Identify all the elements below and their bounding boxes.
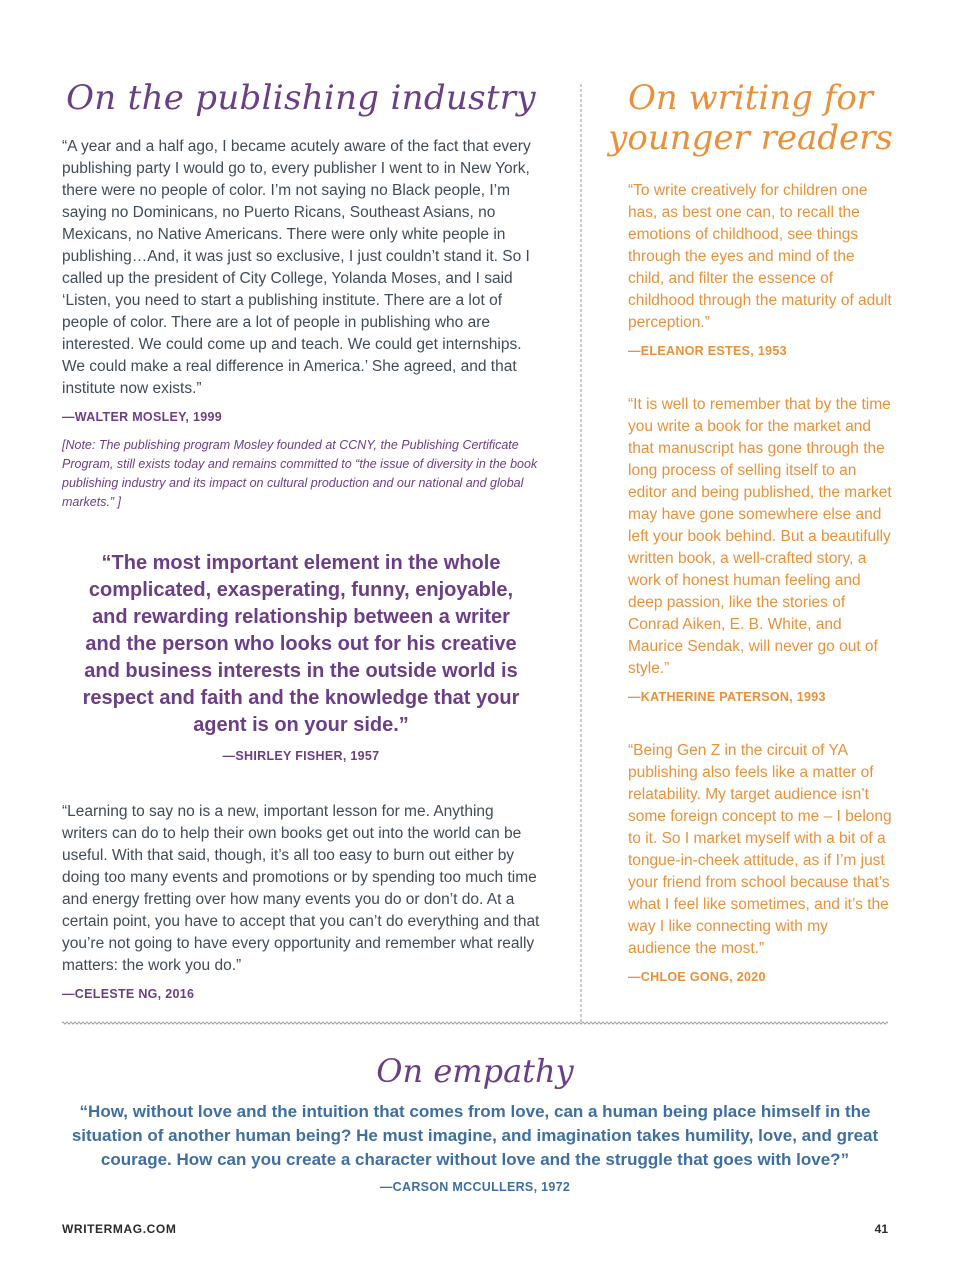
mosley-note: [Note: The publishing program Mosley founded at CCNY, the Publishing Certificate Program, still exists today and remains committed to “the issue of diversity in the book publishing industry and its impact on cultural production and our national and global markets.” ] <box>62 438 538 509</box>
paterson-attribution: —KATHERINE PATERSON, 1993 <box>628 690 826 704</box>
younger-readers-heading: On writing for younger readers <box>608 78 893 158</box>
horizontal-divider <box>62 1018 888 1028</box>
page-number: 41 <box>874 1222 888 1236</box>
fisher-pull-quote: “The most important element in the whole complicated, exasperating, funny, enjoyable, and rewarding relationship between a writer and the person who looks out for his creative and business interests in the outside world is respect and faith and the knowledge that your agent is on your side.” <box>82 552 520 736</box>
publishing-heading: On the publishing industry <box>66 78 536 118</box>
gong-quote: “Being Gen Z in the circuit of YA publishing also feels like a matter of relatability. My target audience isn’t some foreign concept to me – I belong to it. So I market myself with a bit of a tongue-in-cheek attitude, as if I’m just your friend from school because that’s what I feel like sometimes, and it’s the way I like connecting with my audience the most.” <box>628 742 892 957</box>
paterson-quote: “It is well to remember that by the time you write a book for the market and that manuscript has gone through the long process of selling itself to an editor and being published, the market may have gone somewhere else and left your book behind. But a beautifully written book, a well-crafted story, a work of honest human feeling and deep passion, like the stories of Conrad Aiken, E. B. White, and Maurice Sendak, will never go out of style.” <box>628 396 892 677</box>
ng-quote: “Learning to say no is a new, important lesson for me. Anything writers can do to help their own books get out into the world can be useful. With that said, though, it’s all too easy to burn out either by doing too many events and promotions or by spending too much time and energy fretting over how many events you do or don’t do. At a certain point, you have to accept that you can’t do everything and that you’re not going to have every opportunity and remember what really matters: the work you do.” <box>62 803 540 974</box>
estes-attribution: —ELEANOR ESTES, 1953 <box>628 344 787 358</box>
younger-readers-column <box>608 78 893 984</box>
empathy-section <box>62 1052 888 1194</box>
fisher-attribution: —SHIRLEY FISHER, 1957 <box>222 749 380 763</box>
publishing-column <box>62 78 540 1001</box>
mccullers-attribution: —CARSON MCCULLERS, 1972 <box>379 1180 571 1194</box>
mosley-attribution: —WALTER MOSLEY, 1999 <box>62 410 222 424</box>
gong-attribution: —CHLOE GONG, 2020 <box>628 970 766 984</box>
empathy-heading: On empathy <box>376 1052 574 1090</box>
estes-quote: “To write creatively for children one has, as best one can, to recall the emotions of childhood, see things through the eyes and mind of the child, and filter the essence of childhood through the maturity of adult perception.” <box>628 182 892 331</box>
site-name: WRITERMAG.COM <box>62 1222 177 1236</box>
ng-block <box>62 801 540 1001</box>
vertical-divider <box>580 84 582 1024</box>
mosley-quote: “A year and a half ago, I became acutely aware of the fact that every publishing party I would go to, every publisher I went to in New York, there were no people of color. I’m not saying no Black people, I’m saying no Dominicans, no Puerto Ricans, Southeast Asians, no Mexicans, no Native Americans. There were only white people in publishing…And, it was just so exclusive, I just couldn’t stand it. So I called up the president of City College, Yolanda Moses, and I said ‘Listen, you need to start a publishing institute. There are a lot of people of color. There are a lot of people in publishing who are interested. We could come up and teach. We could get internships. We could make a real difference in America.’ She agreed, and that institute now exists.” <box>62 138 531 397</box>
mccullers-quote: “How, without love and the intuition that comes from love, can a human being place himself in the situation of another human being? He must imagine, and imagination takes humility, love, and great courage. How can you create a character without love and the struggle that goes with love?” <box>71 1102 879 1169</box>
ng-attribution: —CELESTE NG, 2016 <box>62 987 195 1001</box>
